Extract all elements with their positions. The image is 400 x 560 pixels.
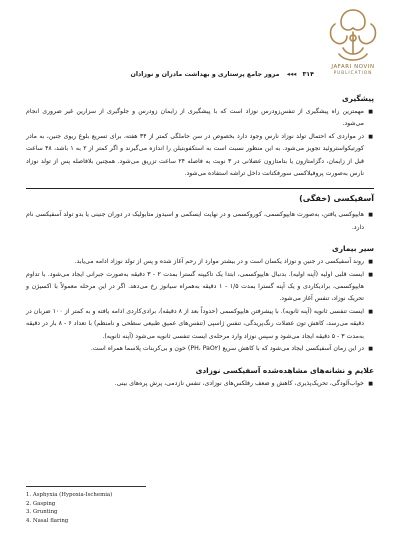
page-header: [0, 0, 400, 95]
list-item: ■ خواب‌آلودگی، تحریک‌پذیری، کاهش و ضعف رفلکس‌های نوزادی، تنفس نازدمی، پرش پره‌های بینی.: [26, 378, 364, 390]
prevention-heading: پیشگیری: [342, 94, 374, 103]
list-item: ■ مهمترین راه پیشگیری از تنفس‌زودرس نوزاد است که با پیشگیری از زایمان زودرس و جلوگیری از سزارین غیر ضروری انجام می‌شود.: [26, 106, 364, 131]
arrows-icon: ◂◂◂: [286, 71, 297, 78]
footnotes: [26, 491, 226, 525]
list-item: ■ ایست تنفسی ثانویه (آپنه ثانویه). با پیشرفتن هایپوکسمی (حدوداً بعد از ۸ دقیقه)، برادی‌کاردی ادامه یافته و به کمتر از ۱۰۰ ضربان در دقیقه می‌رسد، کاهش تون عضلات رنگ‌پریدگی، تنفس ژاسپی (تنفس‌های عمیق طبیعی سطحی و نامنظم) با تعداد ۶ - ۸ بار در دقیقه به‌مدت ۳ - ۵ دقیقه ایجاد می‌شود و سپس نوزاد وارد مرحله‌ی ایست تنفسی ثانویه می‌شود (آپنه ثانویه).: [26, 306, 364, 343]
footnote: 1. Asphyxia (Hypoxia-Ischemia): [26, 492, 113, 498]
signs-list: [26, 378, 374, 390]
list-item: ■ ایست قلبی اولیه (آپنه اولیه). بدنبال هایپوکسمی، ابتدا یک تاکیپنه گسترا بمدت ۲ - ۳ دقیقه به‌صورت جبرانی ایجاد می‌شود. با تداوم هایپوکسمی، برادیکاردی و یک آپنه گسترا بمدت ۱/۵ - ۱ دقیقه به‌همراه سیانوز رخ می‌دهد. اگر در این مرحله معمولاً با اکسیژن و تحریک نوزاد، تنفس آغاز می‌شود.: [26, 269, 364, 306]
page-number: ۳۱۴: [302, 71, 314, 78]
publisher-logo: [320, 4, 386, 90]
ornament-icon: [323, 4, 383, 66]
course-heading: سیر بیماری: [331, 244, 374, 254]
prevention-list: [26, 106, 374, 180]
course-list: [26, 256, 374, 355]
list-item: ■ روند آسفیکسی در جنین و نوزاد یکسان است و در بیشتر موارد از رحم آغاز شده و پس از تولد نوزاد ادامه می‌یابد.: [26, 256, 364, 268]
footnote-divider: [26, 486, 146, 487]
asphyxia-heading: آسفیکسی (خفگی): [299, 194, 374, 204]
section-divider: [26, 188, 374, 189]
book-title: مرور جامع پرستاری و بهداشت مادران و نوزادان: [130, 71, 280, 78]
footnote: 2. Gasping: [26, 500, 56, 507]
asphyxia-section: [26, 194, 374, 389]
main-content: [26, 90, 374, 390]
logo-subtitle: PUBLICATION: [333, 70, 373, 75]
footnote: 4. Nasal flaring: [26, 517, 69, 524]
signs-heading: علایم و نشانه‌های مشاهده‌شده آسفیکسی نوزادی: [195, 365, 374, 375]
logo-name: JAFARI NOVIN: [331, 64, 375, 70]
footnote: 3. Grunting: [26, 509, 58, 515]
list-item: ■ در این زمان آسفیکسی ایجاد می‌شود که با کاهش سریع (PH، PaO۲) خون و بی‌کربنات پلاسما همراه است.: [26, 343, 364, 355]
list-item: ■ در مواردی که احتمال تولد نوزاد نارس وجود دارد بخصوص در سن حاملگی کمتر از ۳۴ هفته، برای تسریع بلوغ ریوی جنین، به مادر کورتیکواستروئید تجویز می‌شود. به این منظور نسبت است به استکفوبتیلن را اندازه می‌گیرند و اگر کمتر از ۲ به ۱ باشد، ۴۸ ساعت قبل از زایمان، دگزامتازون یا بتامتازون عضلانی در ۳ نوبت به فاصله ۲۴ ساعت تزریق می‌شود. همچنین بلافاصله پس از تولد نوزاد نارس به‌صورت پروفیلاکسی سورفکتانت داخل تراشه استفاده می‌شود.: [26, 131, 364, 181]
running-title: [70, 71, 314, 78]
list-item: ■ هایپوکسی یافتن، به‌صورت هایپوکسمی، کوروکسمی و در نهایت ایسکمی و اسیدوز متابولیک در دوران جنینی یا بدو تولد آسفیکسی نام دارد.: [26, 209, 364, 234]
asphyxia-intro-list: [26, 209, 374, 234]
